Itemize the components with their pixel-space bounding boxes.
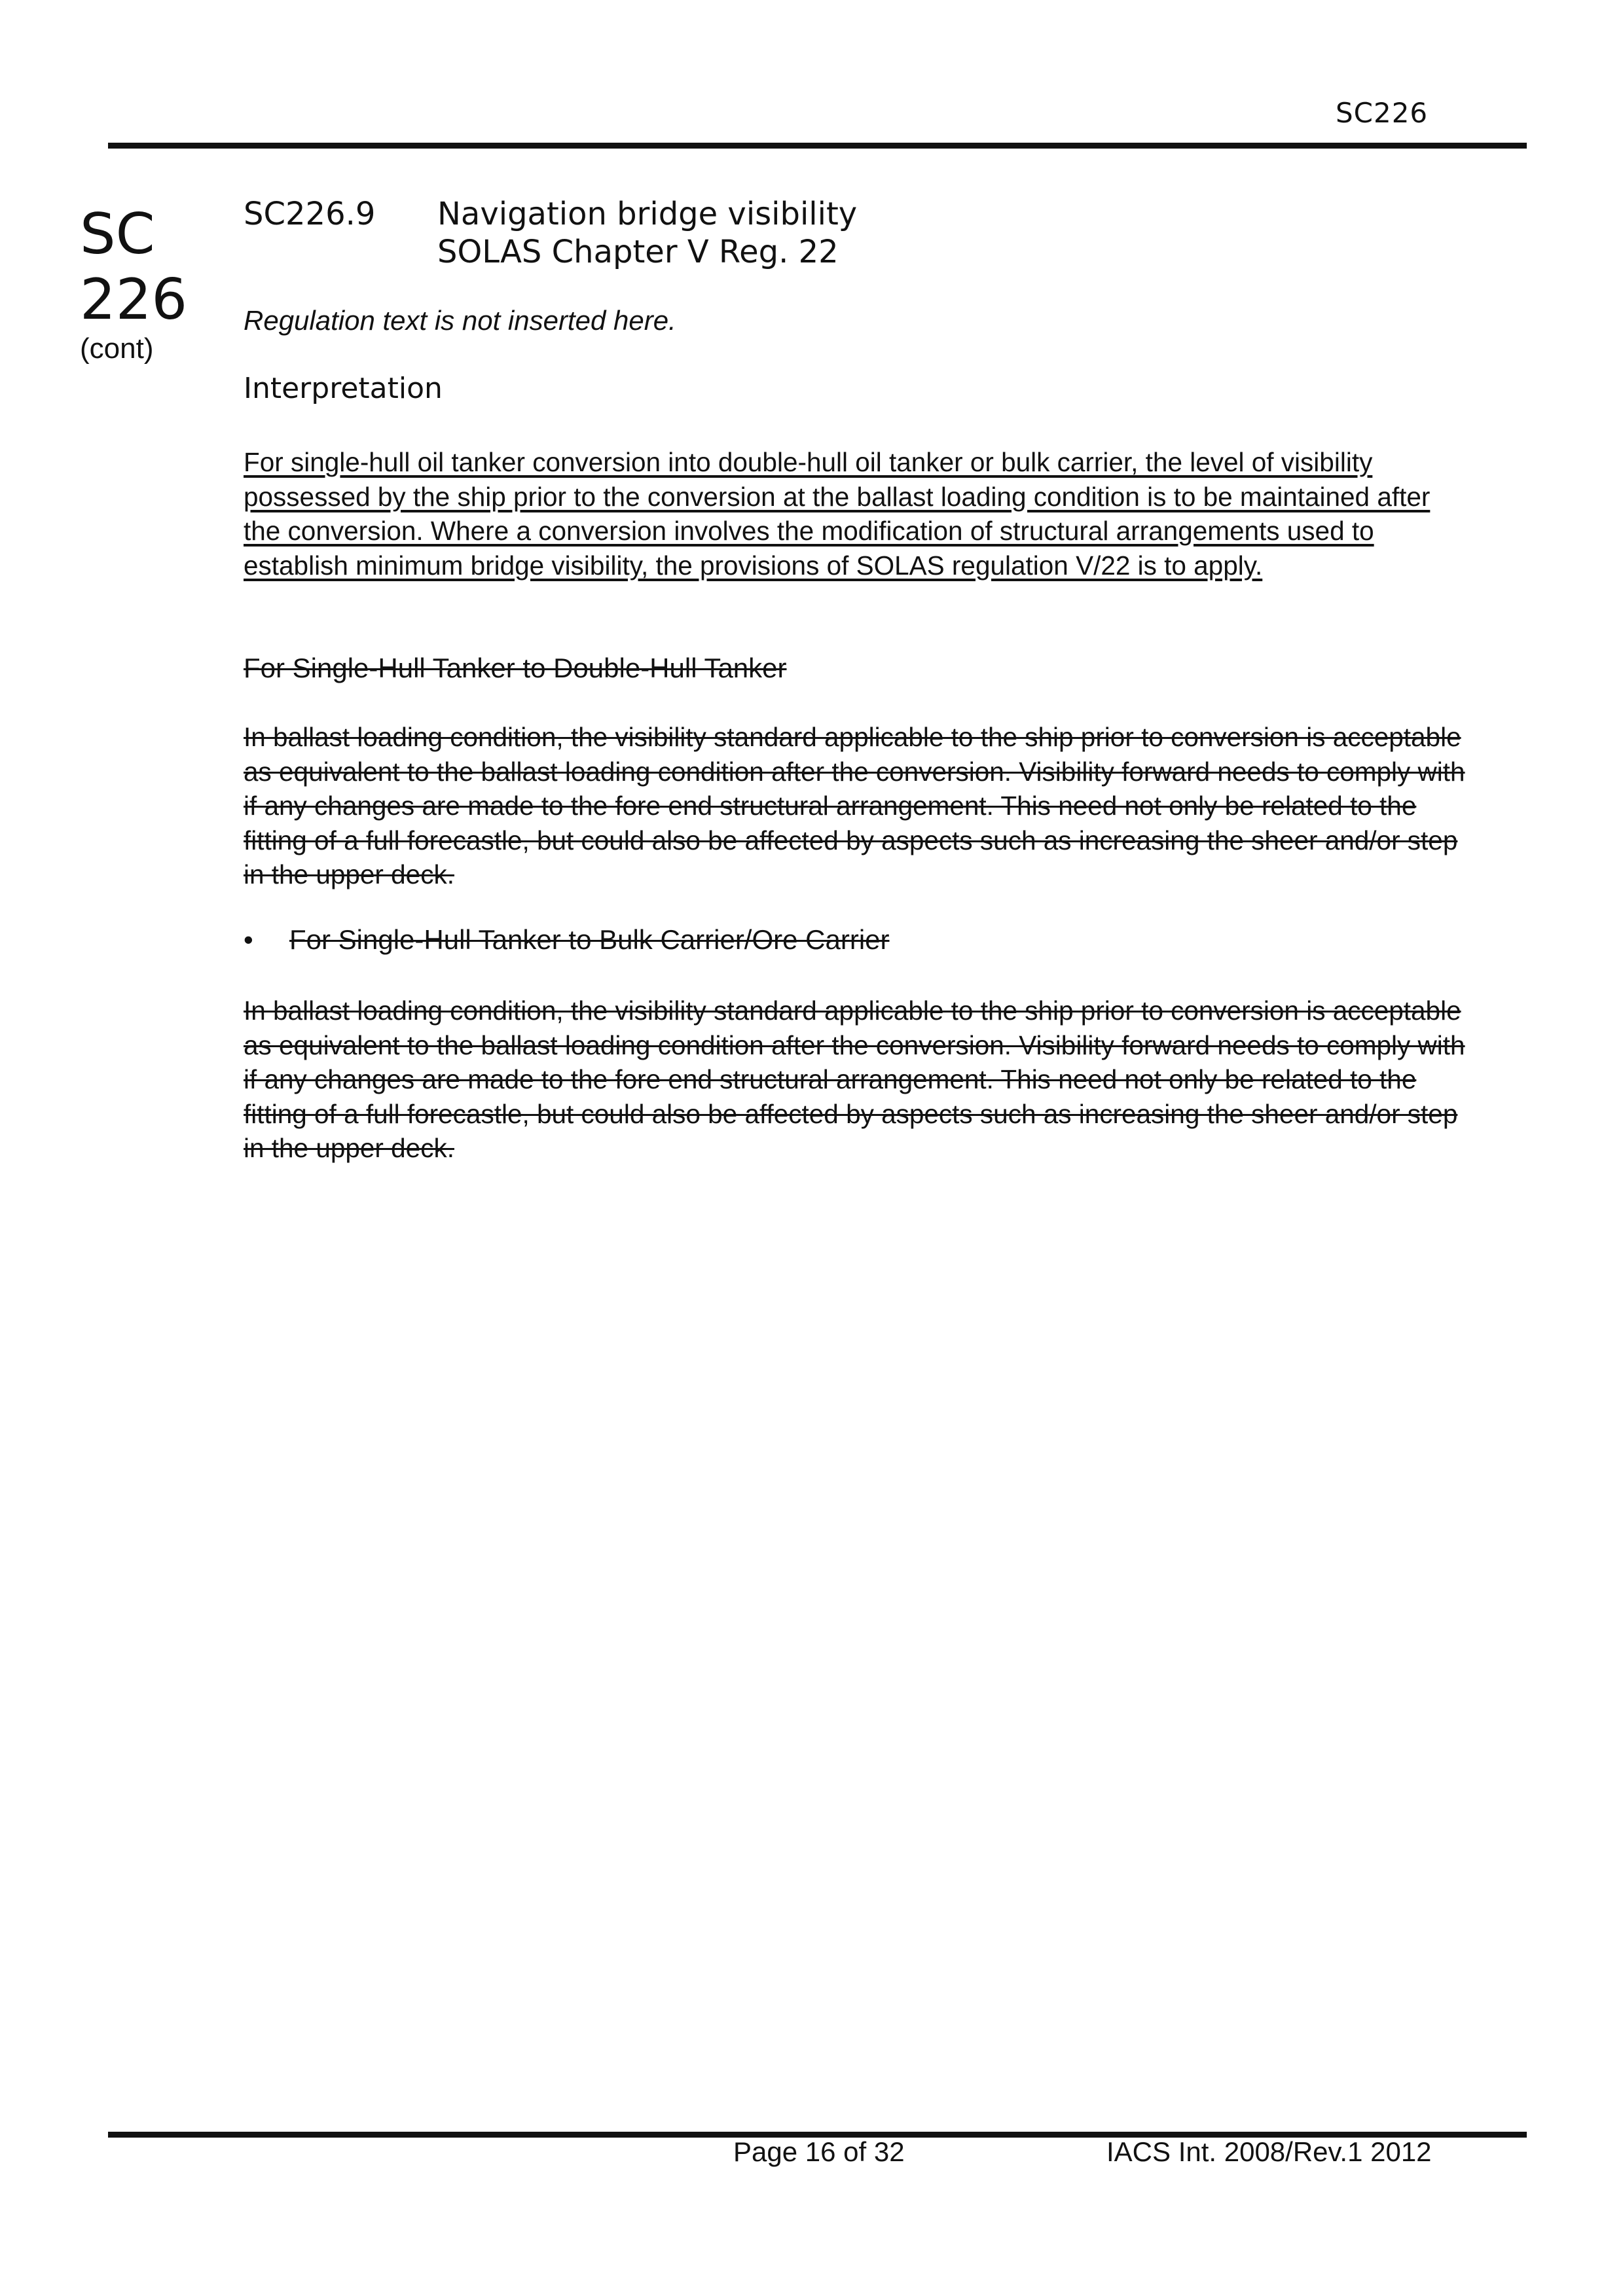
section-title-line1: Navigation bridge visibility bbox=[437, 196, 858, 232]
section-number: SC226.9 bbox=[244, 196, 376, 232]
section-title bbox=[437, 195, 857, 271]
margin-number-label: 226 bbox=[80, 267, 188, 332]
regulation-note: Regulation text is not inserted here. bbox=[244, 305, 676, 336]
footer-reference: IACS Int. 2008/Rev.1 2012 bbox=[1106, 2136, 1432, 2167]
deleted-paragraph-double-hull: In ballast loading condition, the visibility standard applicable to the ship prior to conversion is acceptable as equivalent to the ballast loading condition after the conversion. Visibility forward needs to comply with if any changes are made to the fore end structural arrangement. This need not only be related to the fitting of a full forecastle, but could also be affected by aspects such as increasing the sheer and/or step in the upper deck. bbox=[244, 722, 1465, 889]
deleted-paragraph-bulk-carrier: In ballast loading condition, the visibility standard applicable to the ship prior to conversion is acceptable as equivalent to the ballast loading condition after the conversion. Visibility forward needs to comply with if any changes are made to the fore end structural arrangement. This need not only be related to the fitting of a full forecastle, but could also be affected by aspects such as increasing the sheer and/or step in the upper deck. bbox=[244, 996, 1465, 1163]
footer-page-number: Page 16 of 32 bbox=[733, 2136, 905, 2167]
margin-cont-label: (cont) bbox=[80, 332, 154, 365]
margin-sc-label: SC bbox=[80, 202, 155, 267]
header-code: SC226 bbox=[1336, 97, 1429, 129]
inserted-paragraph: For single-hull oil tanker conversion into double-hull oil tanker or bulk carrier, the level of visibility possessed by the ship prior to the conversion at the ballast loading condition is to be maintained after the conversion. Where a conversion involves the modification of structural arrangements used to establish minimum bridge visibility, the provisions of SOLAS regulation V/22 is to apply. bbox=[244, 447, 1431, 581]
interpretation-heading: Interpretation bbox=[244, 372, 443, 405]
deleted-heading-double-hull: For Single-Hull Tanker to Double-Hull Tanker bbox=[244, 653, 787, 683]
deleted-bullet-bulk-carrier bbox=[244, 924, 890, 956]
deleted-heading-bulk-carrier: For Single-Hull Tanker to Bulk Carrier/Ore Carrier bbox=[289, 924, 890, 955]
section-title-line2: SOLAS Chapter V Reg. 22 bbox=[437, 234, 839, 270]
header-rule bbox=[108, 143, 1527, 149]
bullet-glyph: • bbox=[244, 924, 253, 955]
